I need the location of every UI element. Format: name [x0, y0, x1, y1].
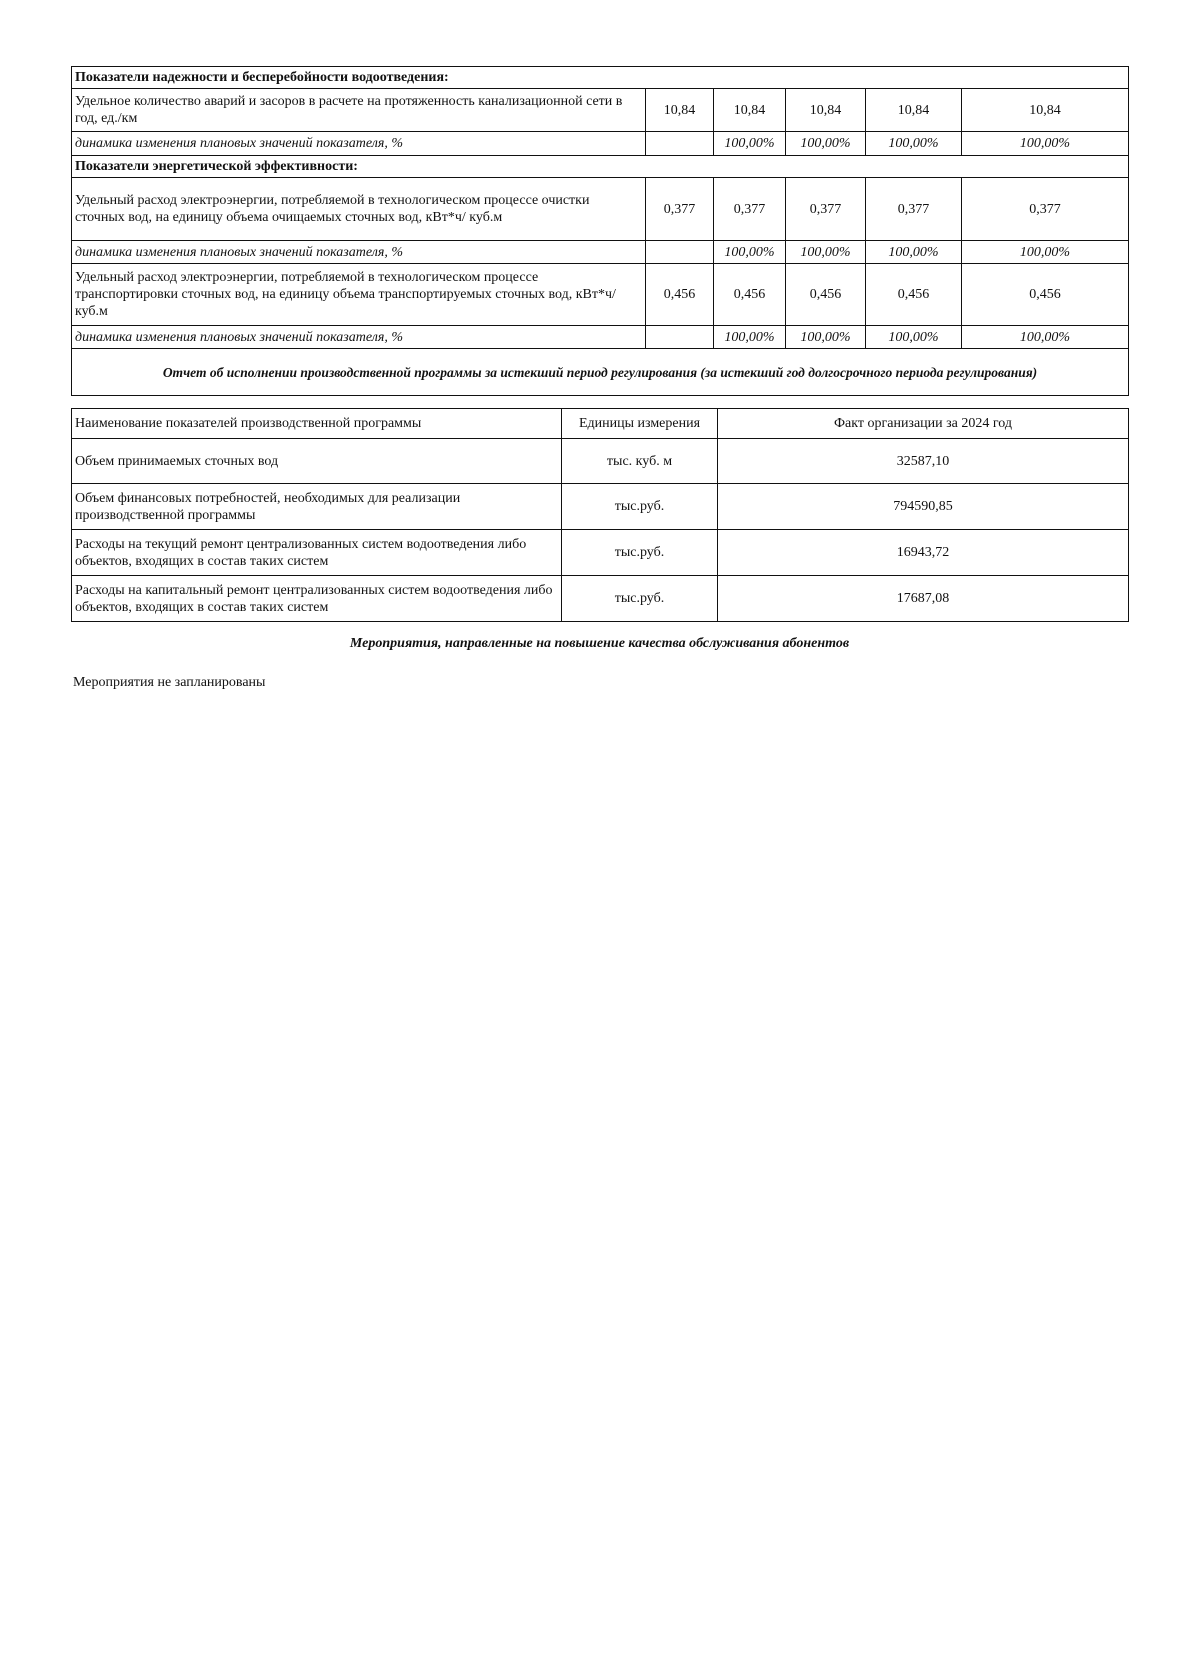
measures-note: Мероприятия не запланированы — [73, 675, 266, 690]
value-cell: 10,84 — [962, 89, 1129, 132]
energy-section-row — [72, 156, 1129, 178]
value-cell: 0,377 — [786, 178, 866, 241]
value-cell: 100,00% — [866, 241, 962, 264]
value-cell: 100,00% — [714, 326, 786, 349]
table-row — [72, 132, 1129, 156]
value-cell: 100,00% — [962, 132, 1129, 156]
value-cell: 10,84 — [866, 89, 962, 132]
value-cell: 100,00% — [866, 326, 962, 349]
dynamics-label: динамика изменения плановых значений показателя, % — [72, 241, 646, 264]
value-cell: 0,456 — [962, 264, 1129, 326]
report-name-cell: Объем финансовых потребностей, необходимых для реализации производственной программы — [72, 484, 562, 530]
table-row — [72, 178, 1129, 241]
indicator-label: Удельный расход электроэнергии, потребляемой в технологическом процессе транспортировки сточных вод, на единицу объема транспортируемых сточных вод, кВт*ч/ куб.м — [72, 264, 646, 326]
report-unit-cell: тыс.руб. — [562, 484, 718, 530]
header-unit: Единицы измерения — [562, 409, 718, 439]
table-row — [72, 264, 1129, 326]
report-table — [71, 408, 1129, 622]
value-cell: 100,00% — [786, 241, 866, 264]
value-cell — [646, 326, 714, 349]
report-name-cell: Расходы на капитальный ремонт централизованных систем водоотведения либо объектов, входящих в состав таких систем — [72, 576, 562, 622]
indicators-table — [71, 66, 1129, 396]
value-cell: 100,00% — [866, 132, 962, 156]
report-value-cell: 16943,72 — [718, 530, 1129, 576]
value-cell: 100,00% — [786, 132, 866, 156]
value-cell: 100,00% — [714, 241, 786, 264]
value-cell: 0,377 — [646, 178, 714, 241]
report-unit-cell: тыс.руб. — [562, 530, 718, 576]
value-cell: 0,456 — [646, 264, 714, 326]
value-cell: 100,00% — [962, 326, 1129, 349]
energy-section-title: Показатели энергетической эффективности: — [72, 156, 1129, 178]
table-row — [72, 484, 1129, 530]
report-title: Отчет об исполнении производственной программы за истекший период регулирования (за истекший год долгосрочного периода регулирования) — [72, 349, 1129, 396]
indicator-label: Удельный расход электроэнергии, потребляемой в технологическом процессе очистки сточных вод, на единицу объема очищаемых сточных вод, кВт*ч/ куб.м — [72, 178, 646, 241]
value-cell: 100,00% — [786, 326, 866, 349]
value-cell: 10,84 — [646, 89, 714, 132]
report-title-row — [72, 349, 1129, 396]
value-cell: 100,00% — [962, 241, 1129, 264]
table-row — [72, 576, 1129, 622]
report-value-cell: 794590,85 — [718, 484, 1129, 530]
value-cell: 10,84 — [786, 89, 866, 132]
table-row — [72, 326, 1129, 349]
dynamics-label: динамика изменения плановых значений показателя, % — [72, 132, 646, 156]
table-row — [72, 89, 1129, 132]
table-row — [72, 439, 1129, 484]
report-header-row — [72, 409, 1129, 439]
table-row — [72, 530, 1129, 576]
value-cell: 10,84 — [714, 89, 786, 132]
report-name-cell: Объем принимаемых сточных вод — [72, 439, 562, 484]
value-cell: 0,377 — [866, 178, 962, 241]
table-row — [72, 241, 1129, 264]
value-cell: 0,456 — [866, 264, 962, 326]
value-cell: 0,377 — [962, 178, 1129, 241]
value-cell — [646, 132, 714, 156]
value-cell — [646, 241, 714, 264]
measures-title: Мероприятия, направленные на повышение качества обслуживания абонентов — [349, 636, 850, 651]
value-cell: 100,00% — [714, 132, 786, 156]
dynamics-label: динамика изменения плановых значений показателя, % — [72, 326, 646, 349]
reliability-section-row — [72, 67, 1129, 89]
reliability-section-title: Показатели надежности и бесперебойности водоотведения: — [72, 67, 1129, 89]
header-fact: Факт организации за 2024 год — [718, 409, 1129, 439]
value-cell: 0,456 — [786, 264, 866, 326]
report-name-cell: Расходы на текущий ремонт централизованных систем водоотведения либо объектов, входящих в состав таких систем — [72, 530, 562, 576]
header-name: Наименование показателей производственной программы — [72, 409, 562, 439]
value-cell: 0,456 — [714, 264, 786, 326]
report-value-cell: 17687,08 — [718, 576, 1129, 622]
report-unit-cell: тыс. куб. м — [562, 439, 718, 484]
indicator-label: Удельное количество аварий и засоров в расчете на протяженность канализационной сети в год, ед./км — [72, 89, 646, 132]
report-unit-cell: тыс.руб. — [562, 576, 718, 622]
report-value-cell: 32587,10 — [718, 439, 1129, 484]
value-cell: 0,377 — [714, 178, 786, 241]
